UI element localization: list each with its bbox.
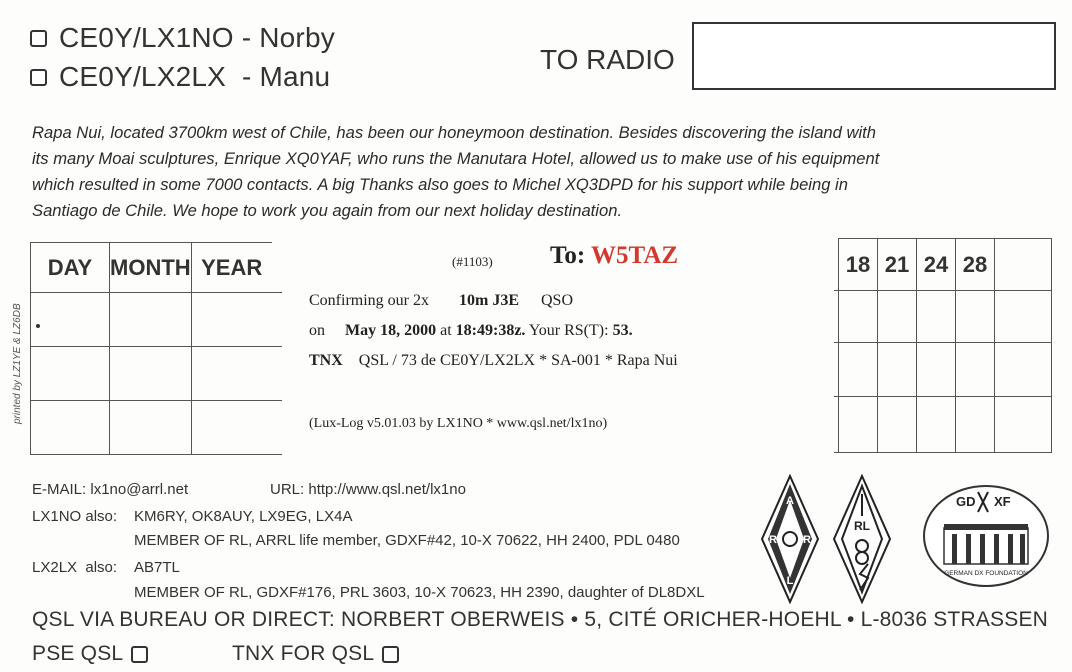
email-value[interactable]: lx1no@arrl.net (90, 481, 189, 498)
log-cell[interactable] (191, 347, 272, 401)
arrl-letter: R (803, 534, 811, 546)
tnx-line (309, 352, 678, 370)
operator-row-1 (30, 22, 335, 54)
tnx-qsl-label: TNX FOR QSL (232, 642, 375, 665)
log-cell[interactable] (110, 347, 192, 401)
log-cell[interactable] (839, 397, 878, 453)
header-day: DAY (31, 243, 110, 293)
log-grid-right (818, 238, 1052, 453)
qsl-label (282, 232, 834, 460)
qsl-via-line: QSL VIA BUREAU OR DIRECT: NORBERT OBERWEIS • 5, CITÉ ORICHER-HOEHL • L-8036 STRASSEN (32, 608, 1049, 631)
on-text: on (309, 322, 325, 339)
operator-row-2 (30, 61, 330, 93)
checkbox-manu[interactable] (30, 69, 47, 86)
tnx-qsl-checkbox[interactable] (382, 646, 399, 663)
rst-label: Your RS(T): (528, 322, 609, 339)
header-band-21: 21 (878, 239, 917, 291)
to-radio-label: TO RADIO (540, 44, 675, 75)
to-radio-box[interactable] (692, 22, 1056, 90)
url-line (270, 481, 466, 498)
gdxf-text: GD (956, 494, 976, 509)
lx2lx-calls: AB7TL (134, 559, 180, 576)
log-cell[interactable] (956, 291, 995, 343)
lx2lx-member: MEMBER OF RL, GDXF#176, PRL 3603, 10-X 70623, HH 2390, daughter of DL8DXL (134, 584, 705, 601)
rst-value: 53. (612, 322, 633, 339)
operator-label: CE0Y/LX2LX - Manu (59, 61, 331, 92)
at-text: at (440, 322, 452, 339)
header-band-18: 18 (839, 239, 878, 291)
log-cell[interactable] (31, 347, 110, 401)
description-line: Rapa Nui, located 3700km west of Chile, has been our honeymoon destination. Besides discovering the island with (32, 123, 877, 142)
time-text: 18:49:38z. (455, 322, 526, 339)
gdxf-text: XF (994, 494, 1011, 509)
log-cell[interactable] (878, 291, 917, 343)
software-credit: (Lux-Log v5.01.03 by LX1NO * www.qsl.net/lx1no) (309, 416, 608, 431)
log-cell[interactable] (110, 293, 192, 347)
log-cell[interactable] (917, 343, 956, 397)
rl-letters: RL (854, 519, 870, 533)
description-line: which resulted in some 7000 contacts. A big Thanks also goes to Michel XQ3DPD for his support while being in (32, 175, 848, 194)
lx1no-member: MEMBER OF RL, ARRL life member, GDXF#42, 10-X 70622, HH 2400, PDL 0480 (134, 532, 680, 549)
email-label: E-MAIL: (32, 481, 87, 498)
description-line: Santiago de Chile. We hope to work you again from our next holiday destination. (32, 201, 623, 220)
confirming-line (309, 292, 573, 310)
mode-text: 10m J3E (459, 292, 519, 309)
log-cell[interactable] (917, 397, 956, 453)
log-cell[interactable] (878, 343, 917, 397)
printed-by-credit: printed by LZ1YE & LZ6DB (12, 303, 23, 424)
lx2lx-label: LX2LX also: (32, 559, 118, 576)
gdxf-logo (922, 484, 1050, 588)
log-cell[interactable] (31, 293, 110, 347)
checkbox-norby[interactable] (30, 30, 47, 47)
operator-label: CE0Y/LX1NO - Norby (59, 22, 335, 53)
pse-qsl-row (32, 642, 160, 666)
arrl-letter: A (786, 495, 794, 507)
email-line (32, 481, 188, 498)
tnx-text: TNX (309, 352, 343, 369)
log-cell[interactable] (31, 401, 110, 455)
log-cell[interactable] (839, 343, 878, 397)
to-callsign: W5TAZ (591, 242, 679, 269)
rl-diamond-logo (832, 474, 892, 604)
url-value[interactable]: http://www.qsl.net/lx1no (308, 481, 466, 498)
url-label: URL: (270, 481, 305, 498)
log-cell[interactable] (878, 397, 917, 453)
date-text: May 18, 2000 (345, 322, 437, 339)
ink-dot (36, 324, 40, 328)
pse-qsl-checkbox[interactable] (131, 646, 148, 663)
confirming-text: Confirming our 2x (309, 292, 429, 309)
header-band-24: 24 (917, 239, 956, 291)
tnx-qsl-row (232, 642, 411, 666)
log-cell[interactable] (191, 293, 272, 347)
date-line (309, 322, 633, 340)
lx1no-label: LX1NO also: (32, 508, 118, 525)
log-cell[interactable] (917, 291, 956, 343)
qsl-line-text: QSL / 73 de CE0Y/LX2LX * SA-001 * Rapa Nui (358, 352, 678, 369)
header-month: MONTH (110, 243, 192, 293)
log-grid-left (30, 242, 284, 455)
pse-qsl-label: PSE QSL (32, 642, 124, 665)
log-cell[interactable] (191, 401, 272, 455)
description-paragraph (32, 120, 1062, 224)
qso-text: QSO (541, 292, 574, 309)
description-line: its many Moai sculptures, Enrique XQ0YAF, who runs the Manutara Hotel, allowed us to make use of his equipment (32, 149, 880, 168)
arrl-letter: L (786, 575, 794, 587)
arrl-diamond-logo (760, 474, 820, 604)
log-cell[interactable] (956, 397, 995, 453)
header-band-28: 28 (956, 239, 995, 291)
log-cell[interactable] (839, 291, 878, 343)
gdxf-text: GERMAN DX FOUNDATION (944, 570, 1028, 577)
to-line (550, 242, 678, 270)
header-year: YEAR (191, 243, 272, 293)
arrl-letter: R (769, 534, 777, 546)
log-cell[interactable] (110, 401, 192, 455)
log-cell[interactable] (956, 343, 995, 397)
to-prefix: To: (550, 242, 586, 269)
lx1no-calls: KM6RY, OK8AUY, LX9EG, LX4A (134, 508, 353, 525)
serial-number: (#1103) (452, 254, 493, 269)
